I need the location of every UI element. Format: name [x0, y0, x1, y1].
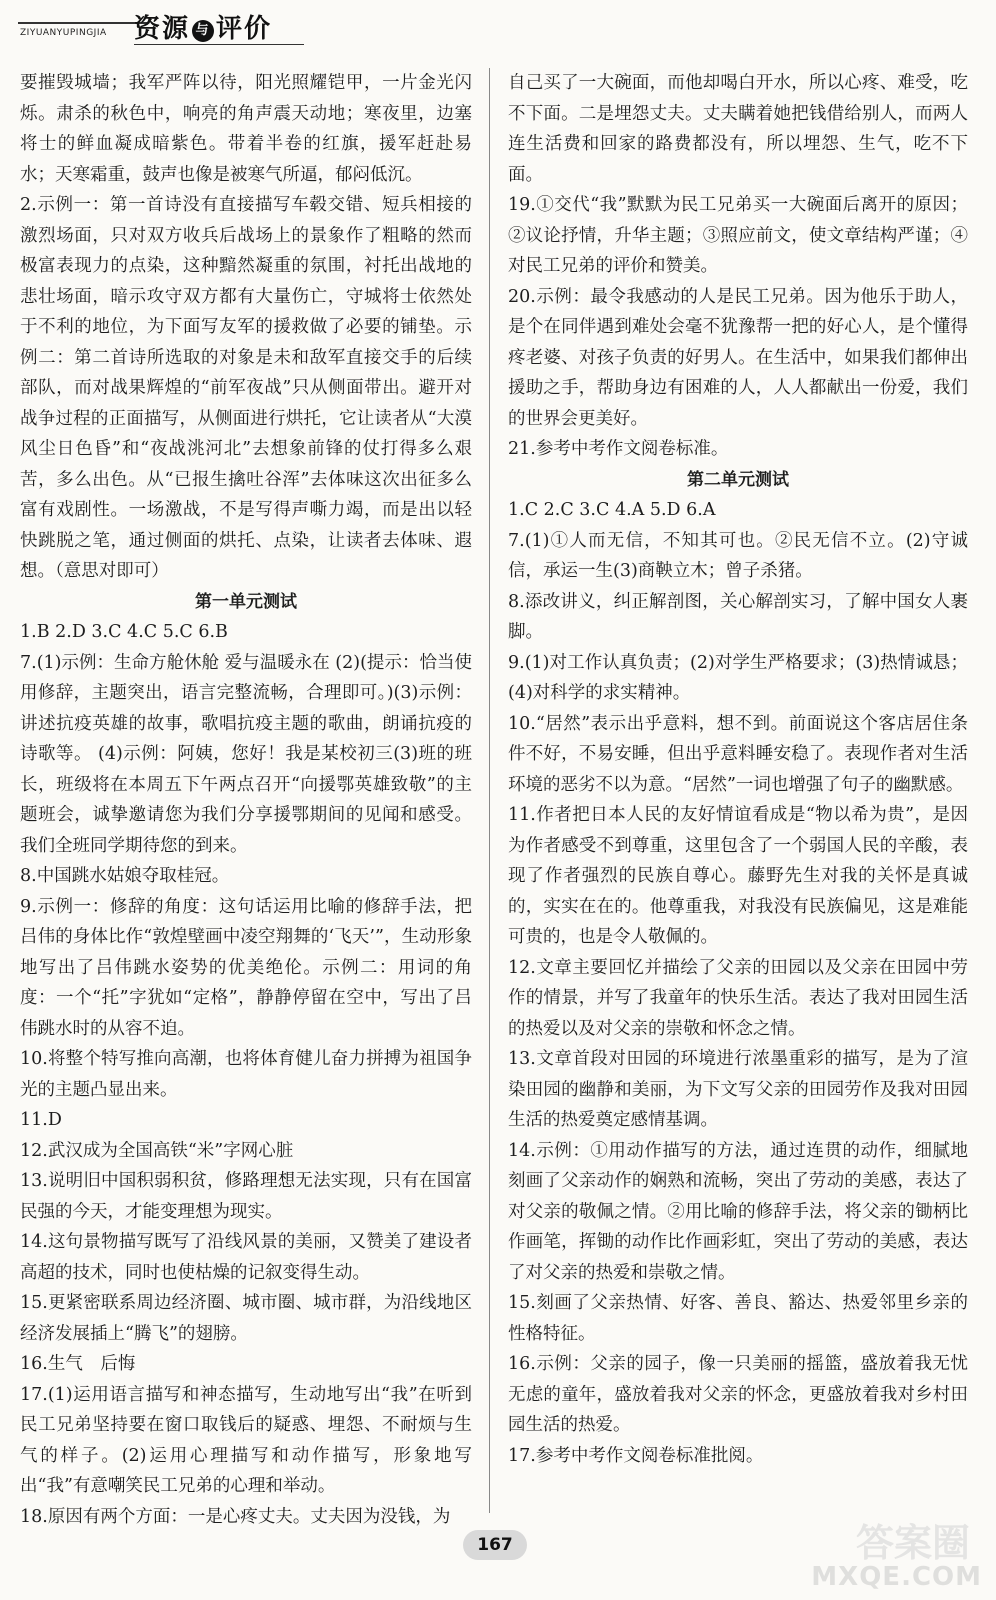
left-column [20, 68, 472, 1532]
answer-paragraph: 17.(1)运用语言描写和神态描写，生动地写出“我”在听到民工兄弟坚持要在窗口取钱后的疑惑、埋怨、不耐烦与生气的样子。(2)运用心理描写和动作描写，形象地写出“我”有意嘲笑民工兄弟的心理和举动。 [20, 1384, 472, 1496]
answer-paragraph: 15.更紧密联系周边经济圈、城市圈、城市群，为沿线地区经济发展插上“腾飞”的翅膀。 [20, 1293, 472, 1344]
header-title-part2: 评价 [216, 14, 273, 44]
answer-paragraph: 20.示例：最令我感动的人是民工兄弟。因为他乐于助人，是个在同伴遇到难处会毫不犹豫帮一把的好心人，是个懂得疼老婆、对孩子负责的好男人。在生活中，如果我们都伸出援助之手，帮助身边有困难的人，人人都献出一份爱，我们的世界会更美好。 [508, 286, 968, 429]
answer-paragraph: 10.将整个特写推向高潮，也将体育健儿奋力拼搏为祖国争光的主题凸显出来。 [20, 1049, 472, 1100]
answer-paragraph: 12.文章主要回忆并描绘了父亲的田园以及父亲在田园中劳作的情景，并写了我童年的快乐生活。表达了我对田园生活的热爱以及对父亲的崇敬和怀念之情。 [508, 957, 968, 1039]
answer-paragraph: 2.示例一：第一首诗没有直接描写车毂交错、短兵相接的激烈场面，只对双方收兵后战场上的景象作了粗略的然而极富表现力的点染，这种黯然凝重的氛围，衬托出战地的悲壮场面，暗示攻守双方都有大量伤亡，守城将士依然处于不利的地位，为下面写友军的援救做了必要的铺垫。示例二：第二首诗所选取的对象是未和敌军直接交手的后续部队，而对战果辉煌的“前军夜战”只从侧面带出。避开对战争过程的正面描写，从侧面进行烘托，它让读者从“大漠风尘日色昏”和“夜战洮河北”去想象前锋的仗打得多么艰苦，多么出色。从“已报生擒吐谷浑”去体味这次出征多么富有戏剧性。一场激战，不是写得声嘶力竭，而是出以轻快跳脱之笔，通过侧面的烘托、点染，让读者去体味、遐想。（意思对即可） [20, 195, 472, 581]
answer-paragraph: 13.文章首段对田园的环境进行浓墨重彩的描写，是为了渲染田园的幽静和美丽，为下文写父亲的田园劳作及我对田园生活的热爱奠定感情基调。 [508, 1049, 968, 1130]
answer-paragraph: 1.B 2.D 3.C 4.C 5.C 6.B [20, 622, 228, 642]
header-rule [18, 10, 148, 24]
watermark-text: MXQE.COM [811, 1562, 982, 1592]
header-subtitle: ZIYUANYUPINGJIA [20, 28, 107, 38]
answer-paragraph: 8.添改讲义，纠正解剖图，关心解剖实习，了解中国女人裹脚。 [508, 591, 968, 642]
answer-paragraph: 17.参考中考作文阅卷标准批阅。 [508, 1445, 764, 1466]
right-column [508, 68, 968, 1471]
answer-paragraph: 1.C 2.C 3.C 4.A 5.D 6.A [508, 500, 716, 520]
watermark [812, 1512, 982, 1592]
page-header [12, 6, 312, 52]
section-heading: 第一单元测试 [195, 591, 297, 612]
answer-paragraph: 7.(1)①人而无信，不知其可也。②民无信不立。(2)守诚信，承运一生(3)商鞅立木；曾子杀猪。 [508, 530, 968, 581]
answer-paragraph: 16.生气 后悔 [20, 1354, 136, 1374]
answer-paragraph: 自己买了一大碗面，而他却喝白开水，所以心疼、难受，吃不下面。二是埋怨丈夫。丈夫瞒着她把钱借给别人，而两人连生活费和回家的路费都没有，所以埋怨、生气，吃不下面。 [508, 73, 968, 185]
column-divider [489, 68, 490, 1513]
answer-paragraph: 15.刻画了父亲热情、好客、善良、豁达、热爱邻里乡亲的性格特征。 [508, 1293, 968, 1344]
answer-paragraph: 21.参考中考作文阅卷标准。 [508, 439, 729, 459]
watermark-logo: 答案圈 [855, 1521, 970, 1565]
answer-paragraph: 10.“居然”表示出乎意料，想不到。前面说这个客店居住条件不好，不易安睡，但出乎意料睡安稳了。表现作者对生活环境的恶劣不以为意。“居然”一词也增强了句子的幽默感。 [508, 713, 968, 795]
header-underline [134, 44, 304, 45]
answer-paragraph: 12.武汉成为全国高铁“米”字网心脏 [20, 1140, 294, 1161]
section-heading: 第二单元测试 [687, 469, 789, 490]
answer-paragraph: 11.D [20, 1110, 62, 1130]
answer-paragraph: 18.原因有两个方面：一是心疼丈夫。丈夫因为没钱，为 [20, 1506, 451, 1527]
header-title-and: 与 [192, 20, 214, 42]
answer-paragraph: 16.示例：父亲的园子，像一只美丽的摇篮，盛放着我无忧无虑的童年，盛放着我对父亲的怀念，更盛放着我对乡村田园生活的热爱。 [508, 1354, 968, 1435]
answer-paragraph: 14.示例：①用动作描写的方法，通过连贯的动作，细腻地刻画了父亲动作的娴熟和流畅，突出了劳动的美感，表达了对父亲的敬佩之情。②用比喻的修辞手法，将父亲的锄柄比作画笔，挥锄的动作比作画彩虹，突出了劳动的美感，表达了对父亲的热爱和崇敬之情。 [508, 1140, 968, 1283]
answer-paragraph: 要摧毁城墙；我军严阵以待，阳光照耀铠甲，一片金光闪烁。肃杀的秋色中，响亮的角声震天动地；寒夜里，边塞将士的鲜血凝成暗紫色。带着半卷的红旗，援军赶赴易水；天寒霜重，鼓声也像是被寒气所逼，郁闷低沉。 [20, 73, 472, 185]
answer-paragraph: 8.中国跳水姑娘夺取桂冠。 [20, 866, 230, 886]
page-number: 167 [463, 1530, 527, 1560]
answer-paragraph: 19.①交代“我”默默为民工兄弟买一大碗面后离开的原因；②议论抒情，升华主题；③照应前文，使文章结构严谨；④对民工兄弟的评价和赞美。 [508, 195, 968, 276]
answer-paragraph: 11.作者把日本人民的友好情谊看成是“物以希为贵”，是因为作者感受不到尊重，这里包含了一个弱国人民的辛酸，表现了作者强烈的民族自尊心。藤野先生对我的关怀是真诚的，实实在在的。他尊重我，对我没有民族偏见，这是难能可贵的，也是令人敬佩的。 [508, 805, 968, 947]
header-title [134, 8, 272, 45]
answer-paragraph: 9.示例一：修辞的角度：这句话运用比喻的修辞手法，把吕伟的身体比作“敦煌壁画中凌空翔舞的‘飞天’”，生动形象地写出了吕伟跳水姿势的优美绝伦。示例二：用词的角度：一个“托”字犹如“定格”，静静停留在空中，写出了吕伟跳水时的从容不迫。 [20, 896, 472, 1039]
answer-paragraph: 7.(1)示例：生命方舱休舱 爱与温暖永在 (2)(提示：恰当使用修辞，主题突出，语言完整流畅，合理即可。)(3)示例：讲述抗疫英雄的故事，歌唱抗疫主题的歌曲，朗诵抗疫的诗歌等。 (4)示例：阿姨，您好！我是某校初三(3)班的班长，班级将在本周五下午两点召开“向援鄂英雄致敬”的主题班会，诚挚邀请您为我们分享援鄂期间的见闻和感受。我们全班同学期待您的到来。 [20, 652, 472, 856]
answer-paragraph: 13.说明旧中国积弱积贫，修路理想无法实现，只有在国富民强的今天，才能变理想为现实。 [20, 1171, 472, 1222]
answer-paragraph: 9.(1)对工作认真负责；(2)对学生严格要求；(3)热情诚恳；(4)对科学的求实精神。 [508, 652, 968, 703]
header-title-part1: 资源 [134, 14, 191, 44]
answer-paragraph: 14.这句景物描写既写了沿线风景的美丽，又赞美了建设者高超的技术，同时也使枯燥的记叙变得生动。 [20, 1232, 472, 1283]
